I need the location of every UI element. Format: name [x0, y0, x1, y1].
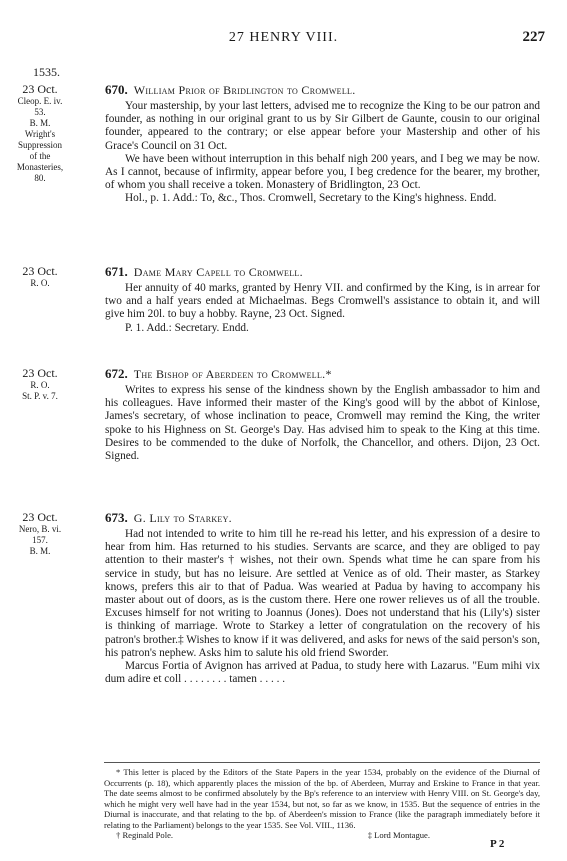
entry-paragraph: Hol., p. 1. Add.: To, &c., Thos. Cromwell, Secretary to the King's highness. Endd.	[125, 192, 497, 205]
entry-title	[105, 264, 540, 280]
year-heading: 1535.	[33, 65, 60, 79]
entry-date: 23 Oct.	[22, 264, 58, 278]
entry-body	[105, 82, 540, 206]
entry-paragraph: Had not intended to write to him till he re-read his letter, and his expression of a desire to hear from him. Has returned to his studies. Servants are scarce, and they are obliged to pay attention to their master's † wishes, not their own. Spends what time he can spare from his service in study, but has no leisure. Are settled at Venice as of old. Their master, as Starkey knows, prefers this air to that of Padua. Was wearied at Padua by having to accompany his master about out of doors, as is the custom there. Here one rower relieves us of all the trouble. Excuses himself for not writing to Joannus (Jones). Does not understand that his (Lily's) sister is thinking of marriage. Wrote to Starkey a letter of congratulation on the recovery of his patron's brother.‡ Wishes to know if it was delivered, and asks for news of the said person's son, his patron's nephew. Asks him to salute his old friend Sworder.	[105, 528, 540, 659]
entry-ref: Cleop. E. iv.	[17, 96, 63, 106]
entry-ref: Monasteries,	[16, 162, 64, 172]
entry-body	[105, 264, 540, 335]
entry-number: 673.	[105, 510, 128, 525]
entry-title-text: The Bishop of Aberdeen to Cromwell.*	[133, 367, 332, 381]
entry-sidenote	[0, 264, 80, 289]
footnote-row	[104, 830, 540, 841]
entry-sidenote	[0, 82, 80, 184]
entry-body	[105, 366, 540, 463]
entry-ref: B. M.	[29, 546, 51, 556]
entry-body	[105, 510, 540, 686]
footnote-dagger: † Reginald Pole.	[116, 830, 174, 840]
entry-title-text: G. Lily to Starkey.	[133, 511, 232, 525]
entry-number: 670.	[105, 82, 128, 97]
entry-date: 23 Oct.	[22, 510, 58, 524]
entry-paragraph: P. 1. Add.: Secretary. Endd.	[125, 321, 249, 334]
entry-ref: 80.	[34, 173, 46, 183]
page-header	[0, 30, 567, 50]
entry-title	[105, 82, 540, 98]
entry-ref: St. P. v. 7.	[22, 391, 58, 401]
running-title: 27 HENRY VIII.	[228, 30, 339, 45]
footnote-double-dagger: ‡ Lord Montague.	[367, 830, 430, 840]
footnotes	[104, 767, 540, 841]
entry-ref: B. M.	[29, 118, 51, 128]
entry-number: 671.	[105, 264, 128, 279]
entry-paragraph: We have been without interruption in this behalf nigh 200 years, and I beg we may be now. As I cannot, because of infirmity, appear before you, I beg credence for the bearer, my brother, of whom you shall receive a token. Monastery of Bridlington, 23 Oct.	[105, 152, 540, 192]
entry-date: 23 Oct.	[22, 82, 58, 96]
entry-paragraph: Her annuity of 40 marks, granted by Henry VII. and confirmed by the King, is in arrear for two and a half years ended at Michaelmas. Begs Cromwell's assistance to obtain it, and will give him 20l. to buy a hobby. Rayne, 23 Oct. Signed.	[105, 282, 540, 321]
signature-mark: P 2	[490, 838, 505, 850]
entry-sidenote	[0, 366, 80, 402]
entry-ref: of the	[29, 151, 51, 161]
entry-number: 672.	[105, 366, 128, 381]
entry-ref: Wright's	[24, 129, 56, 139]
footnote-rule	[104, 762, 540, 763]
entry-paragraph: Marcus Fortia of Avignon has arrived at Padua, to study here with Lazarus. "Eum mihi vix dum adire et coll . . . . . . . . tamen . . . . .	[105, 660, 540, 686]
entry-ref: Suppression	[17, 140, 62, 150]
entry-title-text: William Prior of Bridlington to Cromwell.	[133, 83, 356, 97]
page-number: 227	[522, 29, 545, 45]
entry-title-text: Dame Mary Capell to Cromwell.	[133, 265, 303, 279]
entry-title	[105, 510, 540, 526]
entry-paragraph: Your mastership, by your last letters, advised me to recognize the King to be our patron and founder, as nothing in our original grant to us by Sir Gilbert de Gaunte, cousin to our original founder, appeared to the contrary; or else appear before your Mastership and other of his Grace's Council on 31 Oct.	[105, 100, 540, 152]
entry-sidenote	[0, 510, 80, 557]
entry-title	[105, 366, 540, 382]
entry-ref: R. O.	[30, 278, 50, 288]
entry-ref: 157.	[32, 535, 48, 545]
entry-date: 23 Oct.	[22, 366, 58, 380]
entry-ref: 53.	[34, 107, 46, 117]
entry-ref: Nero, B. vi.	[18, 524, 62, 534]
entry-ref: R. O.	[30, 380, 50, 390]
entry-paragraph: Writes to express his sense of the kindness shown by the English ambassador to him and his colleagues. Have informed their master of the King's good will by the abbot of Kinlose, James's secretary, of whose inclination to peace, Cromwell may remind the King, the writer spoke to his Highness on St. George's Day. Has advised him to speak to the King at this time. Desires to be commended to the duke of Norfolk, the Chancellor, and others. Dijon, 23 Oct. Signed.	[105, 384, 540, 463]
footnote-main: * This letter is placed by the Editors of the State Papers in the year 1534, probably on the evidence of the Diurnal of Occurrents (p. 18), which apparently places the mission of the bp. of Aberdeen, Murray and Erskine to France in that year. The date seems almost to be confirmed absolutely by the Bp's reference to an interview with Henry VIII. on St. George's day, which he might very well have had in the year 1534, but not, so far as we know, in 1535. But the sequence of entries in the Diurnal is inaccurate, and that relating to the bp. of Aberdeen's mission to France (like the paragraph immediately before it relating to the Parliament) belongs to the year 1535. See Vol. VIII., 1136.	[104, 767, 540, 830]
